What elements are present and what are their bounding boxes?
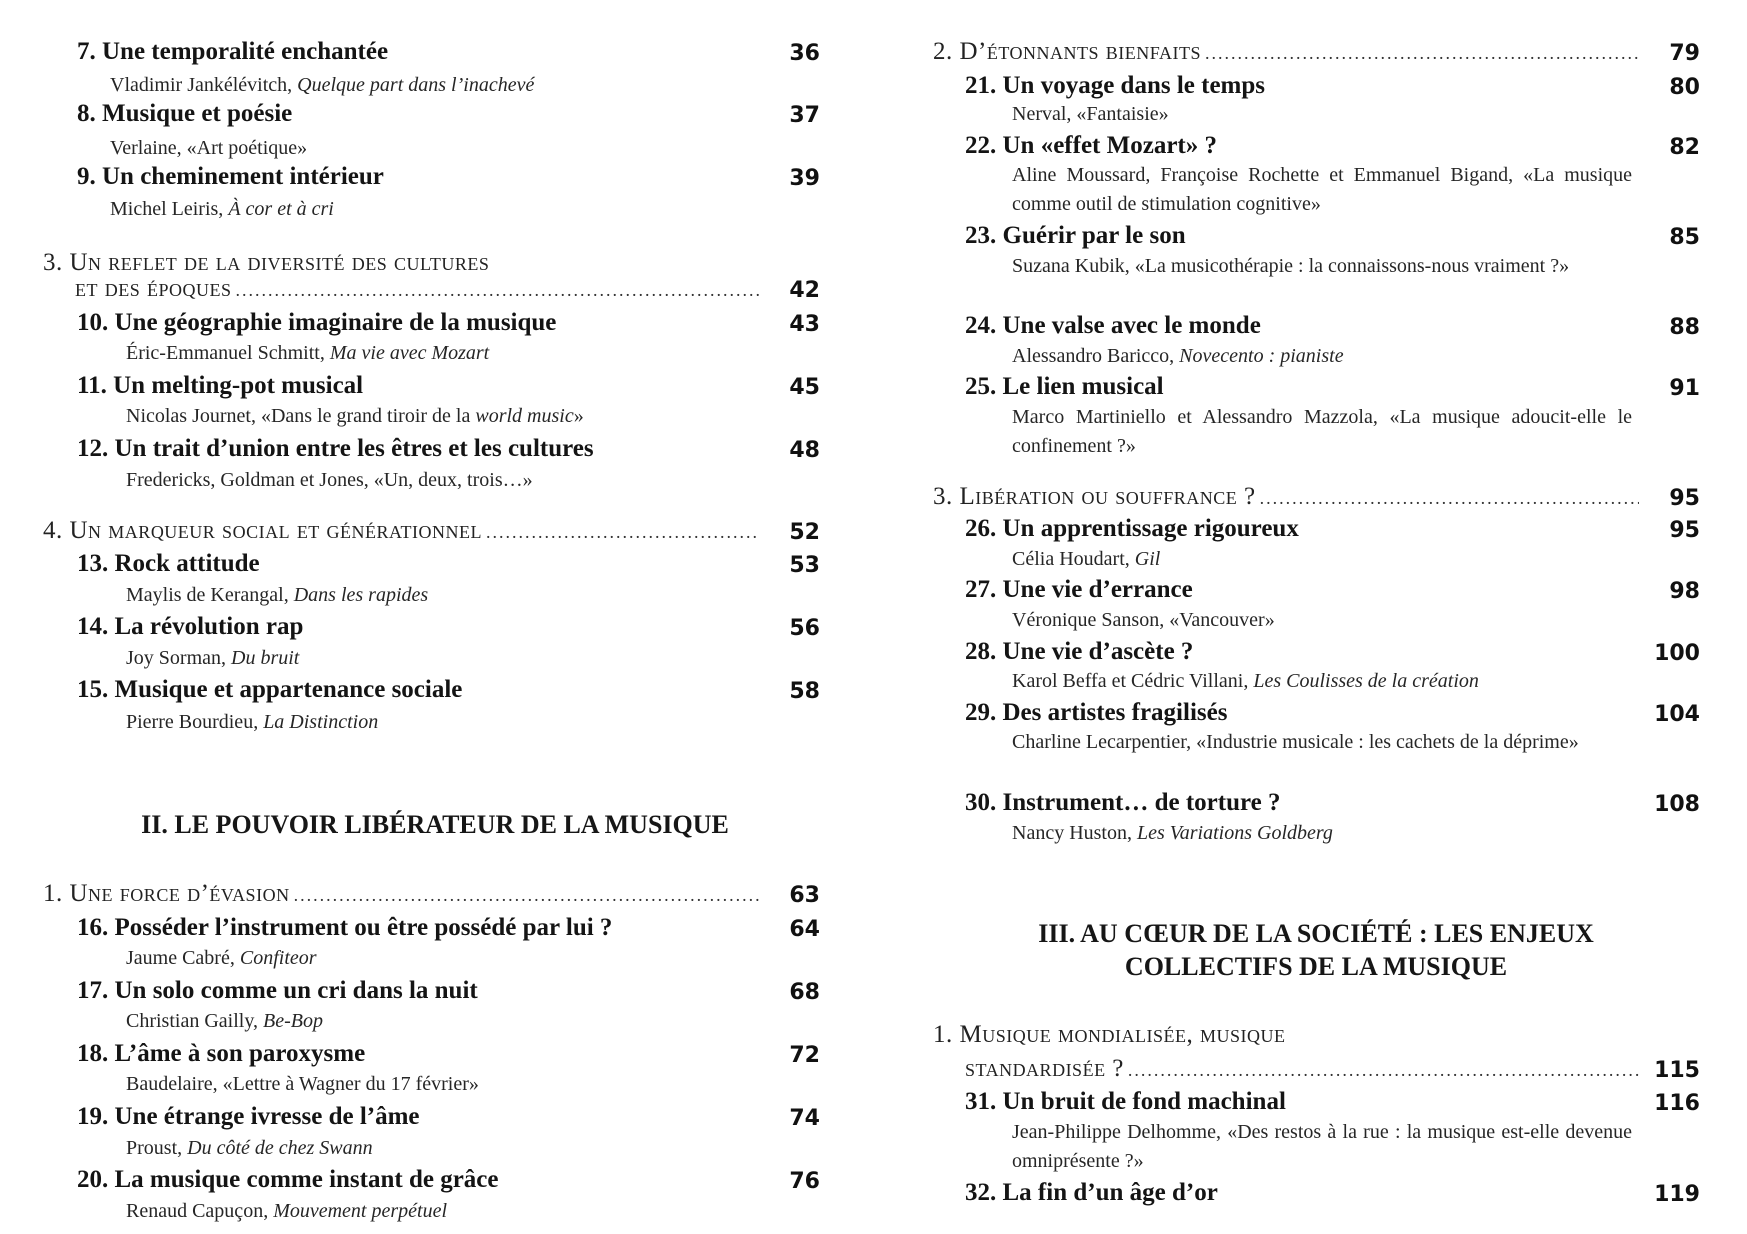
item-number: 15. — [77, 676, 109, 703]
item-title: Une temporalité enchantée — [102, 38, 389, 65]
item-source — [126, 584, 428, 607]
toc-item-title[interactable] — [965, 699, 1227, 727]
toc-item-title[interactable] — [77, 309, 556, 337]
work-title: Quelque part dans l’inachevé — [297, 74, 535, 96]
work-title: La Distinction — [263, 711, 379, 733]
page-number: 74 — [789, 1106, 820, 1131]
section-heading[interactable] — [43, 880, 765, 908]
item-title: Posséder l’instrument ou être possédé par lui ? — [114, 914, 613, 941]
toc-item-title[interactable] — [965, 222, 1186, 250]
work-title: Confiteor — [239, 947, 317, 969]
part-heading[interactable]: II. LE POUVOIR LIBÉRATEUR DE LA MUSIQUE — [141, 810, 729, 839]
work-title: world music — [475, 405, 574, 427]
item-source — [126, 1200, 447, 1223]
author-name: Joy Sorman, — [126, 647, 231, 669]
work-title: Du bruit — [231, 647, 300, 669]
item-source — [126, 711, 378, 734]
item-number: 32. — [965, 1179, 997, 1206]
item-source — [126, 1137, 373, 1160]
part-heading-line: COLLECTIFS DE LA MUSIQUE — [1124, 952, 1508, 981]
author-name: Nicolas Journet, «Dans le grand tiroir de la — [126, 405, 476, 427]
item-number: 29. — [965, 699, 997, 726]
item-title: Une géographie imaginaire de la musique — [114, 309, 557, 336]
author-name: Baudelaire, «Lettre à Wagner du 17 février» — [126, 1073, 479, 1095]
author-name: Verlaine, «Art poétique» — [110, 137, 308, 159]
dot-leader — [1128, 1060, 1639, 1081]
toc-item-title[interactable] — [77, 914, 612, 942]
item-title: Un trait d’union entre les êtres et les cultures — [114, 435, 594, 462]
page-number: 42 — [789, 278, 820, 303]
item-title: Instrument… de torture ? — [1002, 789, 1281, 816]
toc-item-title[interactable] — [77, 1040, 365, 1068]
author-name: Jaume Cabré, — [126, 947, 240, 969]
author-name: Nancy Huston, — [1012, 822, 1137, 844]
item-source — [1012, 548, 1160, 571]
item-title: Un melting-pot musical — [113, 372, 364, 399]
item-title: L’âme à son paroxysme — [114, 1040, 366, 1067]
section-heading[interactable] — [43, 249, 489, 277]
author-name: Suzana Kubik, «La musicothérapie : la connaissons-nous vraiment ?» — [1012, 255, 1570, 277]
item-number: 10. — [77, 309, 109, 336]
item-source — [1012, 609, 1275, 632]
page-number: 80 — [1669, 75, 1700, 100]
item-title: Un bruit de fond machinal — [1002, 1088, 1286, 1115]
item-number: 7. — [77, 38, 96, 65]
work-title: Dans les rapides — [293, 584, 429, 606]
item-title: Une vie d’errance — [1002, 576, 1193, 603]
item-number: 28. — [965, 638, 997, 665]
work-title: À cor et à cri — [228, 198, 334, 220]
toc-item-title[interactable] — [77, 163, 384, 191]
page-number: 95 — [1669, 486, 1700, 511]
toc-item-title[interactable] — [77, 100, 292, 128]
toc-item-title[interactable] — [965, 515, 1299, 543]
author-name: Vladimir Jankélévitch, — [110, 74, 298, 96]
section-title: standardisée ? — [965, 1055, 1124, 1082]
section-heading-cont[interactable] — [75, 275, 765, 303]
item-source — [126, 1010, 323, 1033]
author-name: Éric-Emmanuel Schmitt, — [126, 342, 330, 364]
page-number: 53 — [789, 553, 820, 578]
page-number: 36 — [789, 41, 820, 66]
toc-item-title[interactable] — [77, 613, 303, 641]
item-title: Musique et appartenance sociale — [114, 676, 463, 703]
page-number: 68 — [789, 980, 820, 1005]
page-number: 56 — [789, 616, 820, 641]
item-source — [1012, 252, 1632, 281]
item-source — [1012, 161, 1632, 219]
page-number: 95 — [1669, 518, 1700, 543]
dot-leader — [1205, 43, 1639, 64]
toc-item-title[interactable] — [77, 676, 462, 704]
section-heading[interactable] — [933, 483, 1645, 511]
toc-item-title[interactable] — [77, 1103, 420, 1131]
toc-item-title[interactable] — [965, 638, 1193, 666]
item-number: 25. — [965, 373, 997, 400]
author-name: Pierre Bourdieu, — [126, 711, 264, 733]
page-number: 104 — [1654, 702, 1700, 727]
item-number: 17. — [77, 977, 109, 1004]
dot-leader — [486, 522, 759, 543]
item-number: 16. — [77, 914, 109, 941]
item-number: 11. — [77, 372, 107, 399]
author-name: Fredericks, Goldman et Jones, «Un, deux, trois…» — [126, 469, 533, 491]
item-source — [126, 405, 584, 428]
page-number: 58 — [789, 679, 820, 704]
page-number: 43 — [789, 312, 820, 337]
author-name: Karol Beffa et Cédric Villani, — [1012, 670, 1254, 692]
item-number: 12. — [77, 435, 109, 462]
item-title: Une valse avec le monde — [1002, 312, 1261, 339]
item-source — [126, 647, 299, 670]
page-number: 108 — [1654, 792, 1700, 817]
toc-item-title[interactable] — [77, 38, 388, 66]
author-name: Maylis de Kerangal, — [126, 584, 294, 606]
item-number: 8. — [77, 100, 96, 127]
section-heading[interactable] — [933, 38, 1645, 66]
page-number: 64 — [789, 917, 820, 942]
page-number: 100 — [1654, 641, 1700, 666]
item-number: 22. — [965, 132, 997, 159]
item-title: Des artistes fragilisés — [1002, 699, 1228, 726]
section-title: 3. Un reflet de la diversité des cultures — [43, 249, 490, 276]
section-heading[interactable] — [43, 517, 765, 545]
section-heading-cont[interactable] — [965, 1055, 1645, 1083]
section-title: 2. D’étonnants bienfaits — [933, 38, 1201, 65]
page-number: 72 — [789, 1043, 820, 1068]
author-name: Jean-Philippe Delhomme, «Des restos à la rue : la musique est-elle devenue omniprésente ?» — [1012, 1121, 1632, 1172]
section-title: et des époques — [75, 275, 232, 302]
section-title: 3. Libération ou souffrance ? — [933, 483, 1256, 510]
work-title: Les Variations Goldberg — [1136, 822, 1333, 844]
author-name: Aline Moussard, Françoise Rochette et Emmanuel Bigand, «La musique comme outil de stimulation cognitive» — [1012, 164, 1632, 215]
item-source — [1012, 670, 1479, 693]
item-title: La musique comme instant de grâce — [114, 1166, 499, 1193]
item-title: Guérir par le son — [1002, 222, 1186, 249]
item-source — [126, 947, 317, 970]
item-title: Musique et poésie — [102, 100, 293, 127]
work-title: Gil — [1134, 548, 1161, 570]
toc-item-title[interactable] — [965, 576, 1193, 604]
author-name: Nerval, «Fantaisie» — [1012, 103, 1169, 125]
section-heading[interactable] — [933, 1021, 1285, 1049]
page-number: 116 — [1654, 1091, 1700, 1116]
item-title: Rock attitude — [114, 550, 260, 577]
toc-item-title[interactable] — [77, 977, 478, 1005]
author-name: Véronique Sanson, «Vancouver» — [1012, 609, 1275, 631]
item-number: 14. — [77, 613, 109, 640]
page-number: 88 — [1669, 315, 1700, 340]
toc-item-title[interactable] — [77, 1166, 499, 1194]
item-title: Un «effet Mozart» ? — [1002, 132, 1217, 159]
item-number: 27. — [965, 576, 997, 603]
work-title: Be-Bop — [263, 1010, 324, 1032]
item-number: 20. — [77, 1166, 109, 1193]
part-heading-line: III. AU CŒUR DE LA SOCIÉTÉ : LES ENJEUX — [1038, 919, 1594, 948]
page-number: 79 — [1669, 41, 1700, 66]
item-number: 26. — [965, 515, 997, 542]
item-source — [1012, 822, 1333, 845]
work-title: Ma vie avec Mozart — [329, 342, 490, 364]
item-title: La révolution rap — [114, 613, 304, 640]
item-source — [1012, 1118, 1632, 1176]
page-number: 98 — [1669, 579, 1700, 604]
item-source — [110, 137, 307, 160]
page-number: 48 — [789, 438, 820, 463]
author-name: Christian Gailly, — [126, 1010, 264, 1032]
page-number: 37 — [789, 103, 820, 128]
page-number: 39 — [789, 166, 820, 191]
item-number: 21. — [965, 72, 997, 99]
item-number: 30. — [965, 789, 997, 816]
page-number: 119 — [1654, 1182, 1700, 1207]
author-name: Célia Houdart, — [1012, 548, 1135, 570]
work-title: Les Coulisses de la création — [1253, 670, 1479, 692]
item-number: 24. — [965, 312, 997, 339]
toc-item-title[interactable] — [965, 789, 1280, 817]
toc-item-title[interactable] — [965, 312, 1261, 340]
item-title: Un voyage dans le temps — [1002, 72, 1266, 99]
item-number: 13. — [77, 550, 109, 577]
work-title: Mouvement perpétuel — [273, 1200, 448, 1222]
item-source — [126, 469, 533, 492]
item-title: Un solo comme un cri dans la nuit — [114, 977, 478, 1004]
item-number: 31. — [965, 1088, 997, 1115]
author-name: Michel Leiris, — [110, 198, 229, 220]
page-number: 52 — [789, 520, 820, 545]
quote-close: » — [573, 405, 584, 427]
page-number: 82 — [1669, 135, 1700, 160]
page-number: 91 — [1669, 376, 1700, 401]
dot-leader — [236, 280, 759, 301]
page-number: 63 — [789, 883, 820, 908]
item-number: 9. — [77, 163, 96, 190]
item-source — [1012, 728, 1632, 757]
toc-item-title[interactable] — [965, 132, 1217, 160]
item-title: Un cheminement intérieur — [102, 163, 384, 190]
part-heading[interactable] — [960, 917, 1672, 983]
item-number: 19. — [77, 1103, 109, 1130]
author-name: Renaud Capuçon, — [126, 1200, 274, 1222]
page-number: 76 — [789, 1169, 820, 1194]
toc-item-title[interactable] — [965, 72, 1265, 100]
page-number: 115 — [1654, 1058, 1700, 1083]
item-source — [110, 74, 534, 97]
item-source — [126, 342, 489, 365]
item-title: Un apprentissage rigoureux — [1002, 515, 1299, 542]
toc-item-title[interactable] — [77, 550, 260, 578]
author-name: Charline Lecarpentier, «Industrie musicale : les cachets de la déprime» — [1012, 731, 1579, 753]
item-number: 23. — [965, 222, 997, 249]
item-source — [1012, 403, 1632, 461]
section-title: 1. Musique mondialisée, musique — [933, 1021, 1286, 1048]
item-title: Une vie d’ascète ? — [1002, 638, 1194, 665]
work-title: Novecento : pianiste — [1179, 345, 1344, 367]
item-source — [1012, 345, 1344, 368]
section-title: 4. Un marqueur social et générationnel — [43, 517, 483, 544]
author-name: Alessandro Baricco, — [1012, 345, 1180, 367]
item-title: Le lien musical — [1002, 373, 1164, 400]
section-title: 1. Une force d’évasion — [43, 880, 290, 907]
author-name: Marco Martiniello et Alessandro Mazzola, «La musique adoucit-elle le confinement ?» — [1012, 406, 1632, 457]
item-source — [110, 198, 334, 221]
toc-item-title[interactable] — [965, 1088, 1286, 1116]
toc-item-title[interactable] — [77, 372, 363, 400]
toc-item-title[interactable] — [965, 373, 1164, 401]
toc-item-title[interactable] — [77, 435, 594, 463]
toc-item-title[interactable] — [965, 1179, 1218, 1207]
work-title: Du côté de chez Swann — [187, 1137, 373, 1159]
item-number: 18. — [77, 1040, 109, 1067]
dot-leader — [294, 885, 759, 906]
page-number: 85 — [1669, 225, 1700, 250]
dot-leader — [1260, 488, 1639, 509]
item-source — [1012, 103, 1169, 126]
item-title: Une étrange ivresse de l’âme — [114, 1103, 420, 1130]
item-source — [126, 1073, 479, 1096]
item-title: La fin d’un âge d’or — [1002, 1179, 1218, 1206]
author-name: Proust, — [126, 1137, 188, 1159]
page-number: 45 — [789, 375, 820, 400]
